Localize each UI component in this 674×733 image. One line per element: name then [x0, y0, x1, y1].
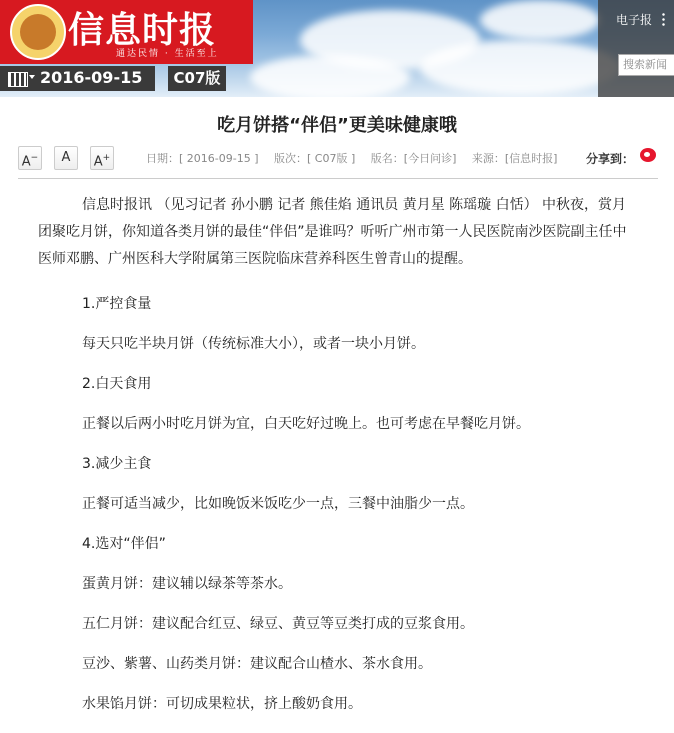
article-paragraph: 1.严控食量	[82, 296, 152, 312]
font-increase-button[interactable]: A+	[90, 146, 114, 170]
article-paragraph: 水果馅月饼：可切成果粒状，挤上酸奶食用。	[82, 696, 362, 712]
article-title: 吃月饼搭“伴侣”更美味健康哦	[217, 115, 457, 136]
font-decrease-button[interactable]: A−	[18, 146, 42, 170]
article-paragraph: 正餐以后两小时吃月饼为宜，白天吃好过晚上。也可考虑在早餐吃月饼。	[82, 416, 530, 432]
weibo-share-icon[interactable]	[640, 148, 656, 162]
site-logo[interactable]	[0, 0, 253, 64]
date-selector[interactable]	[0, 66, 155, 91]
divider	[18, 178, 658, 179]
share-label: 分享到：	[586, 152, 635, 166]
article-paragraph: 蛋黄月饼：建议辅以绿茶等茶水。	[82, 576, 292, 592]
article-meta	[146, 150, 569, 166]
header-right-panel	[598, 0, 674, 97]
article-intro: 信息时报讯 （见习记者 孙小鹏 记者 熊佳焰 通讯员 黄月星 陈瑶璇 白恬） 中秋夜，赏月团聚吃月饼，你知道各类月饼的最佳“伴侣”是谁吗？听听广州市第一人民医院南沙医院副主任中医师邓鹏、广州医科大学附属第三医院临床营养科医生曾青山的提醒。	[38, 197, 627, 267]
more-icon[interactable]	[662, 12, 665, 27]
logo-title: 信息时报	[68, 9, 217, 51]
article-paragraph: 2.白天食用	[82, 376, 152, 392]
issue-date: 2016-09-15	[40, 68, 143, 87]
lion-icon	[10, 4, 66, 60]
epaper-link[interactable]: 电子报	[616, 13, 653, 27]
meta-source: 来源：[信息时报]	[471, 152, 558, 165]
article-body	[38, 192, 634, 733]
article-paragraph: 4.选对“伴侣”	[82, 536, 166, 552]
meta-date: 日期：[ 2016-09-15 ]	[146, 152, 259, 165]
article-paragraph: 每天只吃半块月饼（传统标准大小），或者一块小月饼。	[82, 336, 425, 352]
font-reset-button[interactable]: A	[54, 146, 78, 170]
calendar-icon	[8, 72, 28, 87]
header-banner	[0, 0, 674, 97]
meta-edition: 版次：[ C07版 ]	[274, 152, 356, 165]
search-input[interactable]: 搜索新闻	[618, 54, 674, 76]
article-paragraph: 豆沙、紫薯、山药类月饼：建议配合山楂水、茶水食用。	[82, 656, 432, 672]
article-paragraph: 五仁月饼：建议配合红豆、绿豆、黄豆等豆类打成的豆浆食用。	[82, 616, 474, 632]
article-paragraph: 正餐可适当减少，比如晚饭米饭吃少一点，三餐中油脂少一点。	[82, 496, 474, 512]
meta-section: 版名：[今日问诊]	[370, 152, 457, 165]
caret-down-icon	[29, 75, 35, 79]
edition-selector[interactable]: C07版	[168, 66, 226, 91]
logo-slogan: 通达民情 · 生活至上	[116, 49, 219, 59]
article-paragraph: 3.减少主食	[82, 456, 152, 472]
